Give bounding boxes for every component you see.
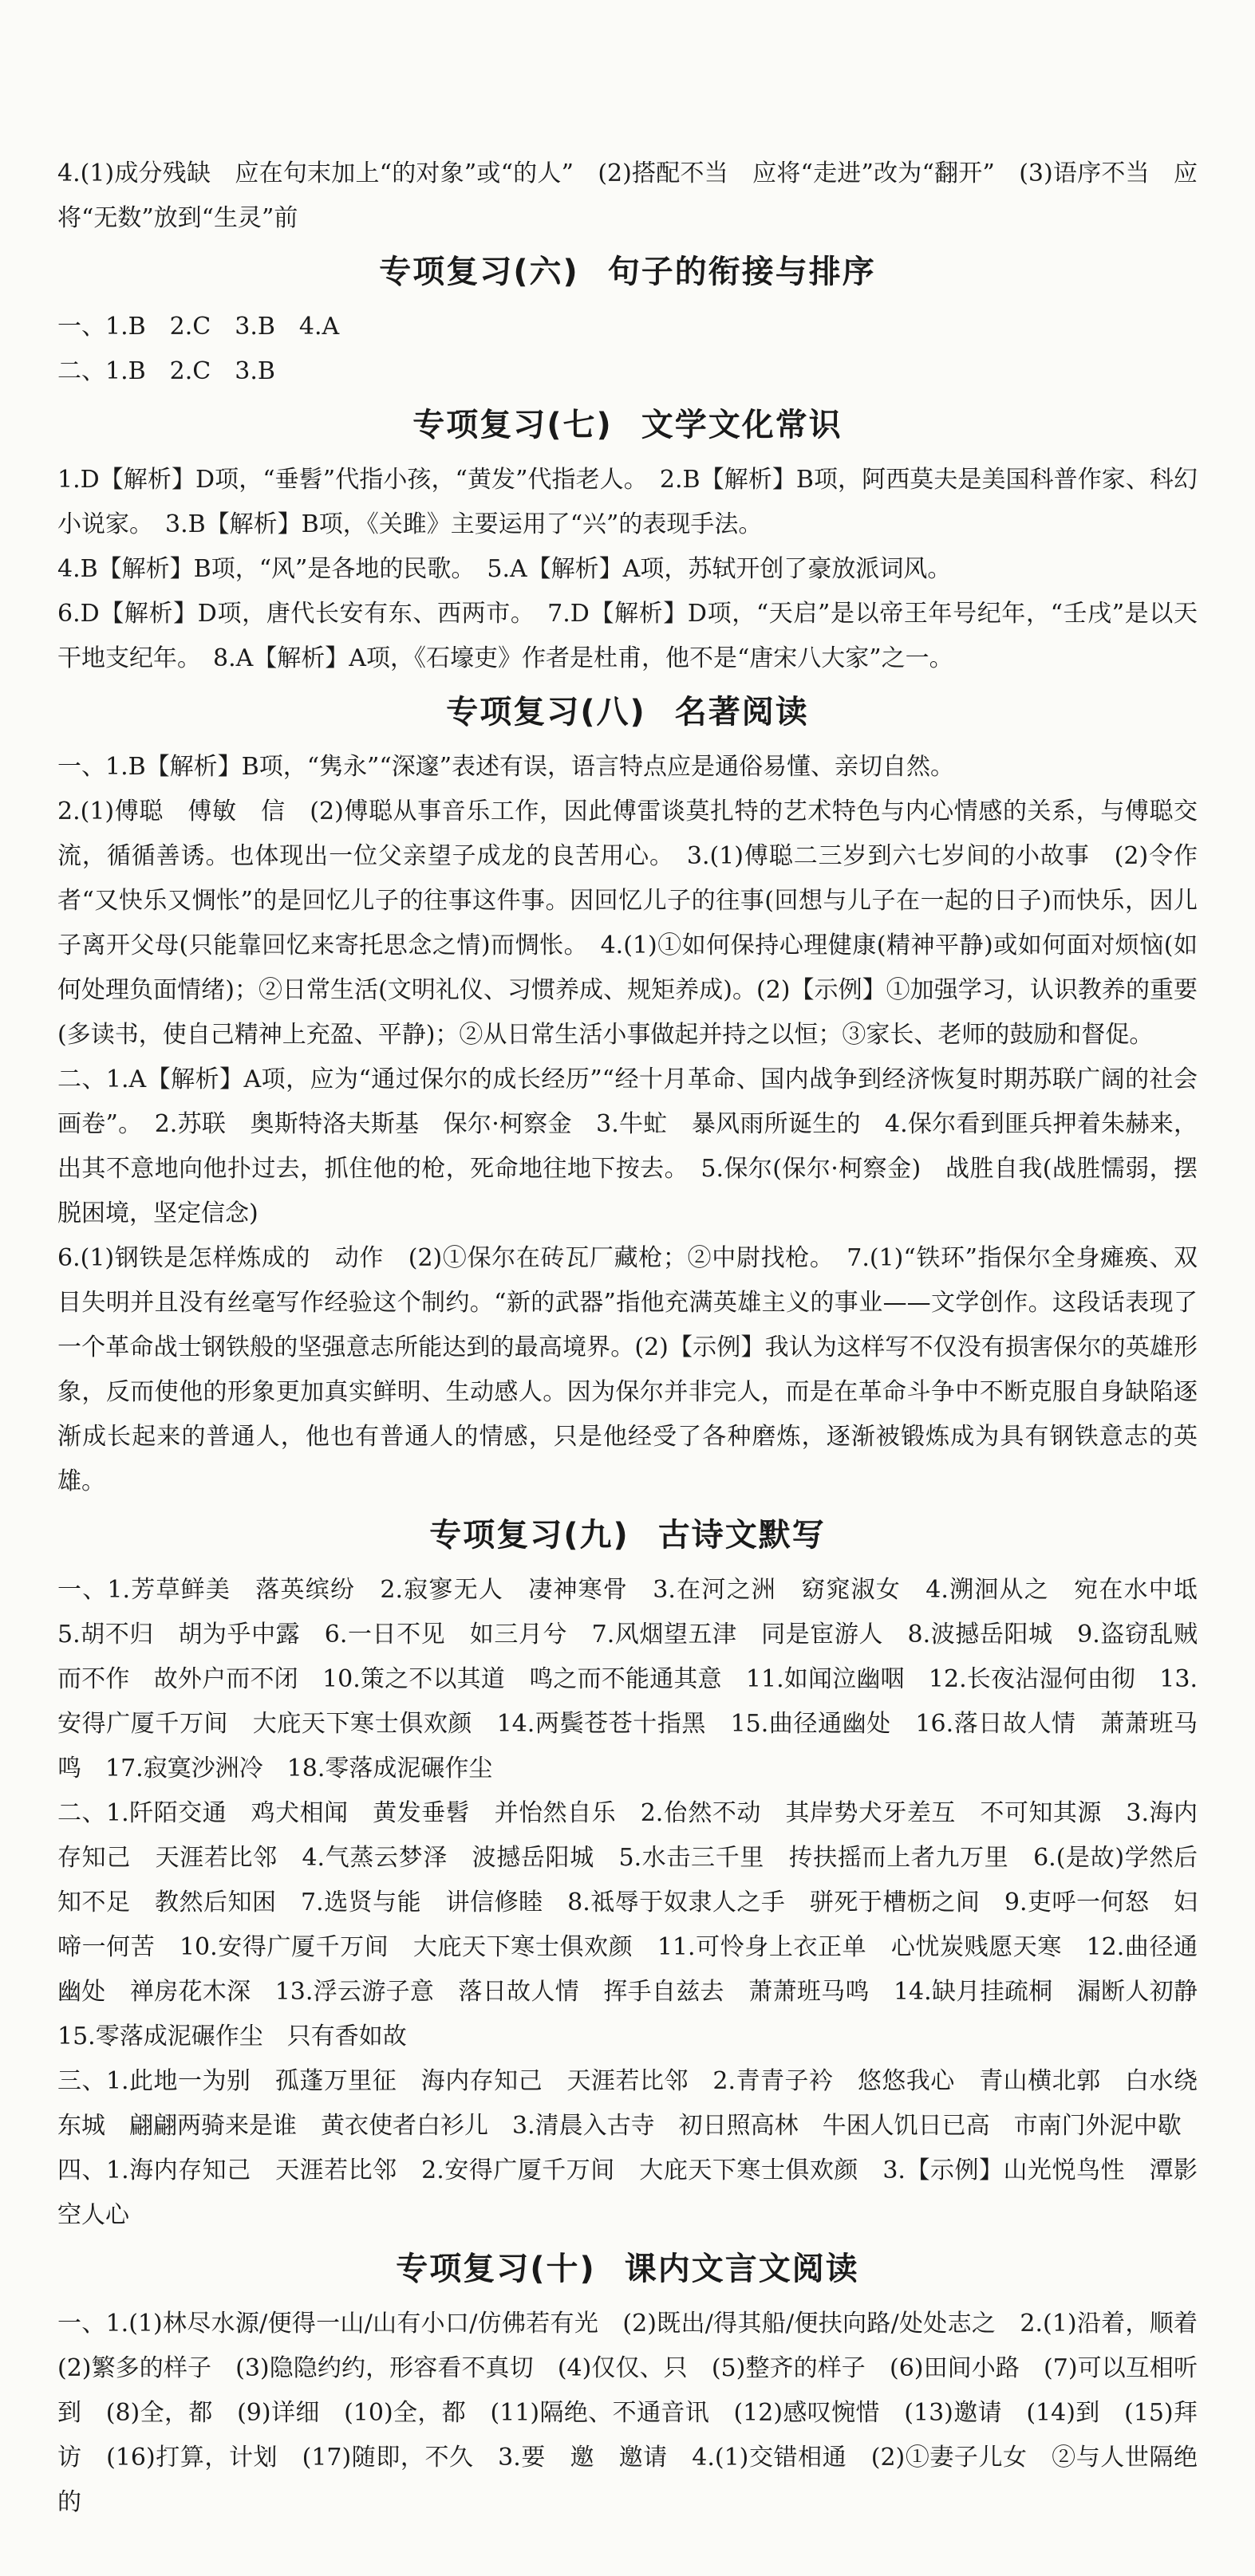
section-title: [57, 686, 1198, 739]
answer-paragraph: 一、1.B【解析】B项，“隽永”“深邃”表述有误，语言特点应是通俗易懂、亲切自然。: [57, 753, 955, 781]
section-title-sub: 名著阅读: [674, 694, 809, 731]
answer-paragraph: 二、1.阡陌交通 鸡犬相闻 黄发垂髫 并怡然自乐 2.佁然不动 其岸势犬牙差互 不可知其源 3.海内存知己 天涯若比邻 4.气蒸云梦泽 波撼岳阳城 5.水击三千里 抟扶摇而上者九万里 6.(是故)学然后知不足 教然后知困 7.选贤与能 讲信修睦 8.祗辱于奴隶人之手 骈死于槽枥之间 9.吏呼一何怒 妇啼一何苦 10.安得广厦千万间 大庇天下寒士俱欢颜 11.可怜身上衣正单 心忧炭贱愿天寒 12.曲径通幽处 禅房花木深 13.浮云游子意 落日故人情 挥手自兹去 萧萧班马鸣 14.缺月挂疏桐 漏断人初静 15.零落成泥碾作尘 只有香如故: [57, 1799, 1221, 2050]
answer-paragraph: 二、1.B 2.C 3.B: [57, 357, 275, 385]
answer-paragraph: 2.(1)傅聪 傅敏 信 (2)傅聪从事音乐工作，因此傅雷谈莫扎特的艺术特色与内心情感的关系，与傅聪交流，循循善诱。也体现出一位父亲望子成龙的良苦用心。 3.(1)傅聪二三岁到六七岁间的小故事 (2)令作者“又快乐又惆怅”的是回忆儿子的往事这件事。因回忆儿子的往事(回想与儿子在一起的日子)而快乐，因儿子离开父母(只能靠回忆来寄托思念之情)而惆怅。 4.(1)①如何保持心理健康(精神平静)或如何面对烦恼(如何处理负面情绪)；②日常生活(文明礼仪、习惯养成、规矩养成)。(2)【示例】①加强学习，认识教养的重要(多读书，使自己精神上充盈、平静)；②从日常生活小事做起并持之以恒；③家长、老师的鼓励和督促。: [57, 798, 1198, 1049]
section-title-sub: 句子的衔接与排序: [607, 254, 876, 290]
section-title: [57, 1509, 1198, 1562]
section-title-sub: 课内文言文阅读: [624, 2251, 859, 2287]
section-title-main: 专项复习(十): [396, 2251, 596, 2287]
section-8: [57, 686, 1198, 1504]
section-title-sub: 文学文化常识: [641, 407, 843, 443]
section-10: [57, 2243, 1221, 2525]
section-title: [57, 399, 1198, 451]
section-6: [57, 246, 1198, 394]
answer-paragraph: 一、1.芳草鲜美 落英缤纷 2.寂寥无人 凄神寒骨 3.在河之洲 窈窕淑女 4.溯洄从之 宛在水中坻 5.胡不归 胡为乎中露 6.一日不见 如三月兮 7.风烟望五津 同是宦游人 8.波撼岳阳城 9.盗窃乱贼而不作 故外户而不闭 10.策之不以其道 鸣之而不能通其意 11.如闻泣幽咽 12.长夜沾湿何由彻 13.安得广厦千万间 大庇天下寒士俱欢颜 14.两鬓苍苍十指黑 15.曲径通幽处 16.落日故人情 萧萧班马鸣 17.寂寞沙洲冷 18.零落成泥碾作尘: [57, 1576, 1221, 1782]
section-9: [57, 1509, 1221, 2238]
section-title-main: 专项复习(八): [446, 694, 646, 731]
section-title-sub: 古诗文默写: [657, 1517, 826, 1554]
answer-paragraph: 一、1.(1)林尽水源/便得一山/山有小口/仿佛若有光 (2)既出/得其船/便扶向路/处处志之 2.(1)沿着，顺着 (2)繁多的样子 (3)隐隐约约，形容看不真切 (4)仅仅、只 (5)整齐的样子 (6)田间小路 (7)可以互相听到 (8)全，都 (9)详细 (10)全，都 (11)隔绝、不通音讯 (12)感叹惋惜 (13)邀请 (14)到 (15)拜访 (16)打算，计划 (17)随即，不久 3.要 邀 邀请 4.(1)交错相通 (2)①妻子儿女 ②与人世隔绝的: [57, 2310, 1221, 2516]
section-title: [57, 246, 1198, 298]
answer-paragraph: 1.D【解析】D项，“垂髫”代指小孩，“黄发”代指老人。 2.B【解析】B项，阿西莫夫是美国科普作家、科幻小说家。 3.B【解析】B项，《关雎》主要运用了“兴”的表现手法。: [57, 466, 1198, 538]
answer-paragraph: 4.B【解析】B项，“风”是各地的民歌。 5.A【解析】A项，苏轼开创了豪放派词风。: [57, 555, 952, 583]
intro-paragraph: 4.(1)成分残缺 应在句末加上“的对象”或“的人” (2)搭配不当 应将“走进”改为“翻开” (3)语序不当 应将“无数”放到“生灵”前: [57, 160, 1198, 232]
section-title: [57, 2243, 1198, 2295]
section-title-main: 专项复习(六): [379, 254, 579, 290]
answer-paragraph: 二、1.A【解析】A项，应为“通过保尔的成长经历”“经十月革命、国内战争到经济恢复时期苏联广阔的社会画卷”。 2.苏联 奥斯特洛夫斯基 保尔·柯察金 3.牛虻 暴风雨所诞生的 4.保尔看到匪兵押着朱赫来，出其不意地向他扑过去，抓住他的枪，死命地往地下按去。 5.保尔(保尔·柯察金) 战胜自我(战胜懦弱，摆脱困境，坚定信念): [57, 1065, 1198, 1227]
answer-paragraph: 三、1.此地一为别 孤蓬万里征 海内存知己 天涯若比邻 2.青青子衿 悠悠我心 青山横北郭 白水绕东城 翩翩两骑来是谁 黄衣使者白衫儿 3.清晨入古寺 初日照高林 牛困人饥日已高 市南门外泥中歇: [57, 2067, 1198, 2140]
section-title-main: 专项复习(七): [412, 407, 613, 443]
answer-paragraph: 四、1.海内存知己 天涯若比邻 2.安得广厦千万间 大庇天下寒士俱欢颜 3.【示例】山光悦鸟性 潭影空人心: [57, 2157, 1198, 2229]
answer-paragraph: 6.D【解析】D项，唐代长安有东、西两市。 7.D【解析】D项，“天启”是以帝王年号纪年，“壬戌”是以天干地支纪年。 8.A【解析】A项，《石壕吏》作者是杜甫，他不是“唐宋八大家”之一。: [57, 600, 1198, 672]
answer-paragraph: 一、1.B 2.C 3.B 4.A: [57, 313, 340, 341]
section-title-main: 专项复习(九): [429, 1517, 629, 1554]
answer-paragraph: 6.(1)钢铁是怎样炼成的 动作 (2)①保尔在砖瓦厂藏枪；②中尉找枪。 7.(1)“铁环”指保尔全身瘫痪、双目失明并且没有丝毫写作经验这个制约。“新的武器”指他充满英雄主义的事业——文学创作。这段话表现了一个革命战士钢铁般的坚强意志所能达到的最高境界。(2)【示例】我认为这样写不仅没有损害保尔的英雄形象，反而使他的形象更加真实鲜明、生动感人。因为保尔并非完人，而是在革命斗争中不断克服自身缺陷逐渐成长起来的普通人，他也有普通人的情感，只是他经受了各种磨炼，逐渐被锻炼成为具有钢铁意志的英雄。: [57, 1244, 1198, 1495]
section-7: [57, 399, 1198, 681]
